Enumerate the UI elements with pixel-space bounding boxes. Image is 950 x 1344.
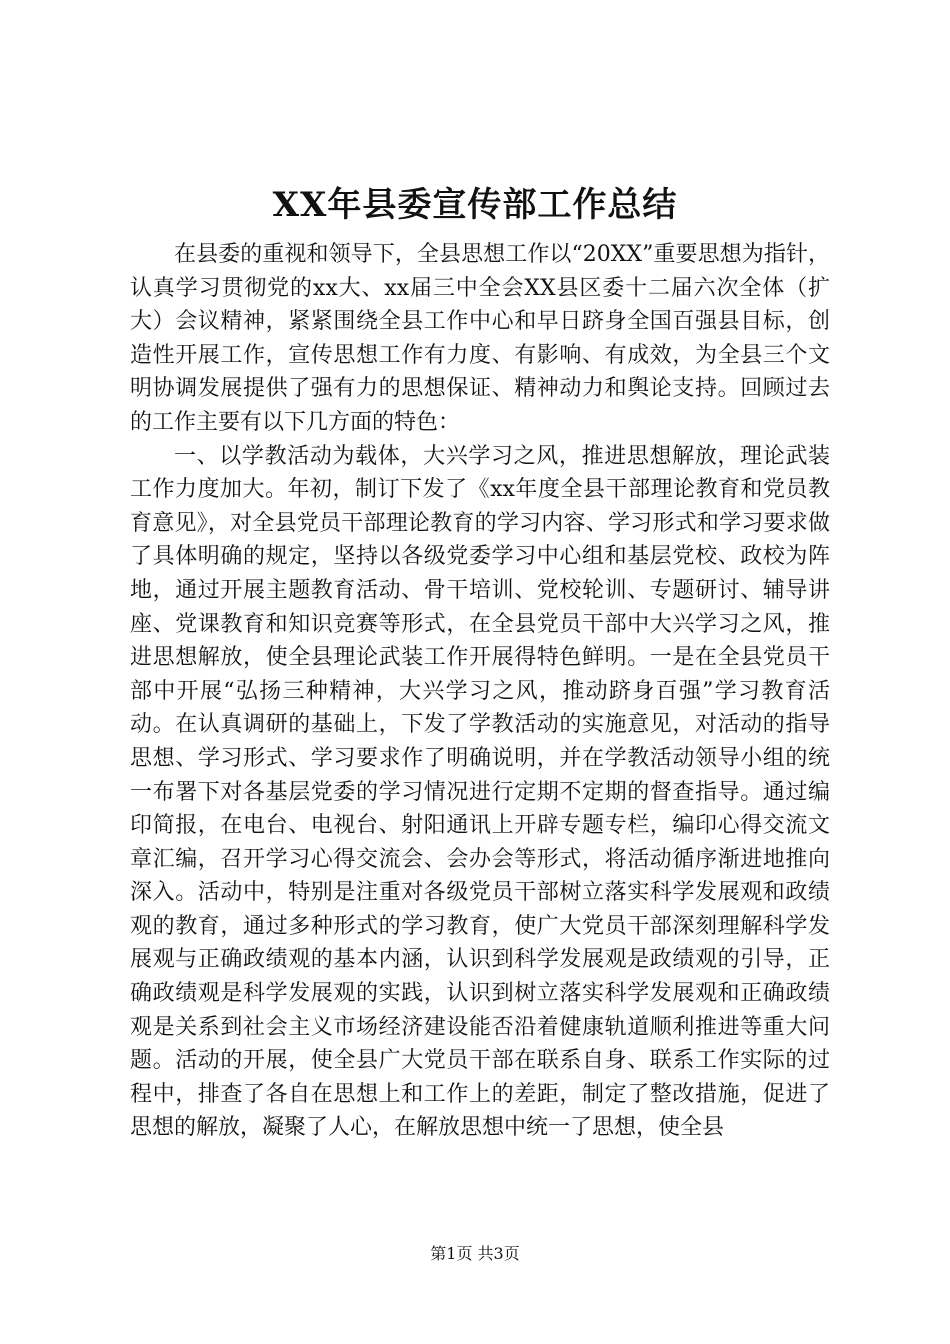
paragraph-intro: 在县委的重视和领导下，全县思想工作以“20XX”重要思想为指针，认真学习贯彻党的xx大、xx届三中全会XX县区委十二届六次全体（扩大）会议精神，紧紧围绕全县工作中心和早日跻身全国百强县目标，创造性开展工作，宣传思想工作有力度、有影响、有成效，为全县三个文明协调发展提供了强有力的思想保证、精神动力和舆论支持。回顾过去的工作主要有以下几方面的特色： — [130, 242, 830, 435]
paragraph-section-one: 一、以学教活动为载体，大兴学习之风，推进思想解放，理论武装工作力度加大。年初，制订下发了《xx年度全县干部理论教育和党员教育意见》，对全县党员干部理论教育的学习内容、学习形式和学习要求做了具体明确的规定，坚持以各级党委学习中心组和基层党校、政校为阵地，通过开展主题教育活动、骨干培训、党校轮训、专题研讨、辅导讲座、党课教育和知识竞赛等形式，在全县党员干部中大兴学习之风，推进思想解放，使全县理论武装工作开展得特色鲜明。一是在全县党员干部中开展“弘扬三种精神，大兴学习之风，推动跻身百强”学习教育活动。在认真调研的基础上，下发了学教活动的实施意见，对活动的指导思想、学习形式、学习要求作了明确说明，并在学教活动领导小组的统一布署下对各基层党委的学习情况进行定期不定期的督查指导。通过编印简报，在电台、电视台、射阳通讯上开辟专题专栏，编印心得交流文章汇编，召开学习心得交流会、会办会等形式，将活动循序渐进地推向深入。活动中，特别是注重对各级党员干部树立落实科学发展观和政绩观的教育，通过多种形式的学习教育，使广大党员干部深刻理解科学发展观与正确政绩观的基本内涵，认识到科学发展观是政绩观的引导，正确政绩观是科学发展观的实践，认识到树立落实科学发展观和正确政绩观是关系到社会主义市场经济建设能否沿着健康轨道顺利推进等重大问题。活动的开展，使全县广大党员干部在联系自身、联系工作实际的过程中，排查了各自在思想上和工作上的差距，制定了整改措施，促进了思想的解放，凝聚了人心，在解放思想中统一了思想，使全县 — [130, 443, 830, 1141]
document-body — [130, 238, 830, 1145]
page-footer: 第1页 共3页 — [430, 1244, 520, 1263]
document-title: XX年县委宣传部工作总结 — [272, 185, 678, 225]
